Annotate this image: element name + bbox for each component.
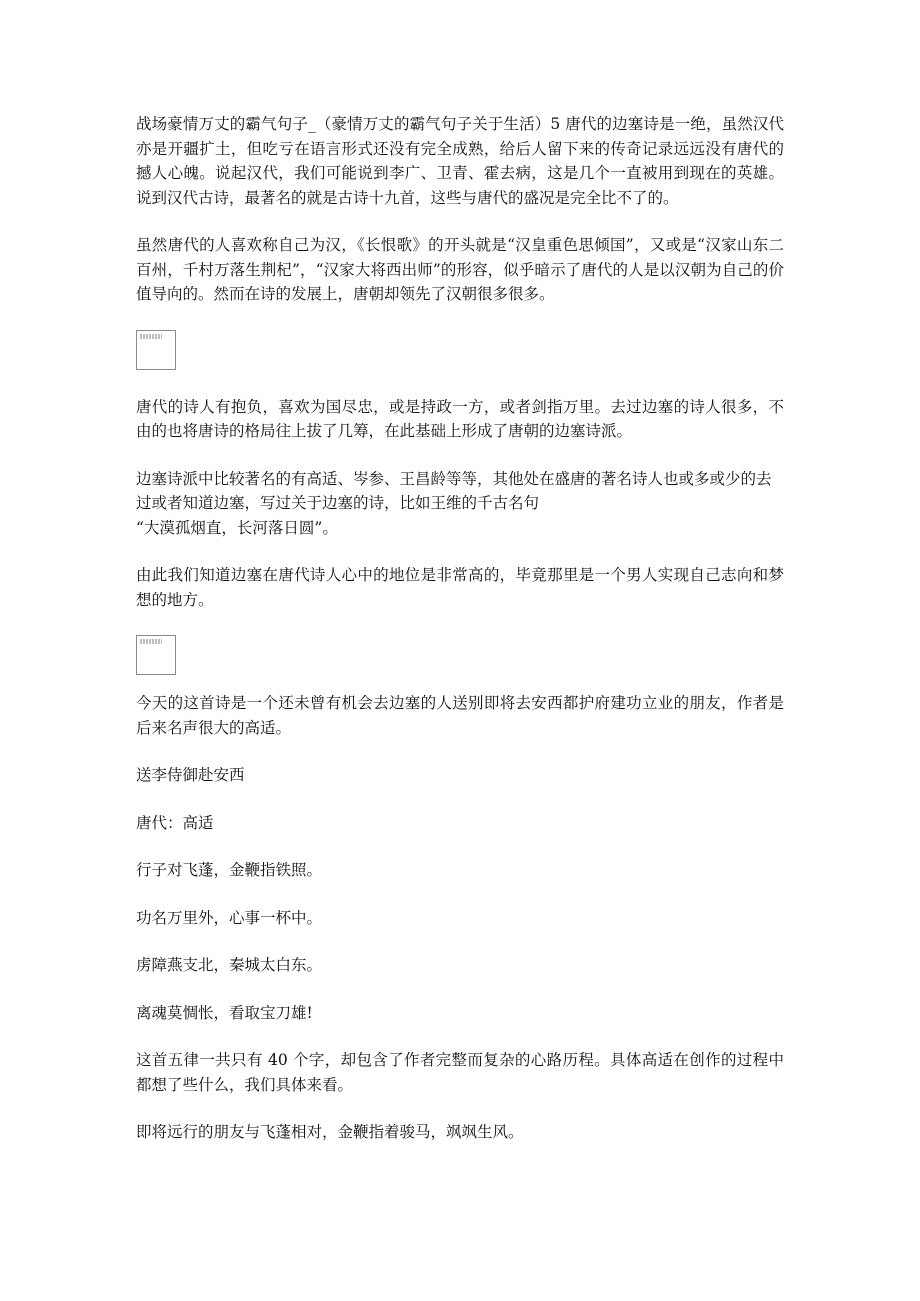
poem-line-1: 行子对飞蓬，金鞭指铁照。	[136, 861, 323, 879]
broken-image-icon	[136, 635, 176, 675]
paragraph-frontier-status: 由此我们知道边塞在唐代诗人心中的地位是非常高的，毕竟那里是一个男人实现自己志向和梦想的地方。	[136, 566, 784, 609]
document-body	[136, 112, 784, 1168]
poem-author: 唐代：高适	[136, 813, 214, 832]
paragraph-poets-ambition: 唐代的诗人有抱负，喜欢为国尽忠，或是持政一方，或者剑指万里。去过边塞的诗人很多，不由的也将唐诗的格局往上拔了几筹，在此基础上形成了唐朝的边塞诗派。	[136, 397, 784, 440]
poem-line-3: 虏障燕支北，秦城太白东。	[136, 956, 323, 974]
paragraph-analysis-line1: 即将远行的朋友与飞蓬相对，金鞭指着骏马，飒飒生风。	[136, 1123, 524, 1141]
paragraph-intro: 战场豪情万丈的霸气句子_（豪情万丈的霸气句子关于生活）5 唐代的边塞诗是一绝，虽然汉代亦是开疆扩土，但吃亏在语言形式还没有完全成熟，给后人留下来的传奇记录远远没有唐代的撼人心魄。说起汉代，我们可能说到李广、卫青、霍去病，这是几个一直被用到现在的英雄。说到汉代古诗，最著名的就是古诗十九首，这些与唐代的盛况是完全比不了的。	[136, 115, 784, 207]
poem-line-2: 功名万里外，心事一杯中。	[136, 908, 323, 927]
paragraph-famous-line: “大漠孤烟直，长河落日圆”。	[136, 518, 338, 537]
paragraph-poem-intro: 今天的这首诗是一个还未曾有机会去边塞的人送别即将去安西都护府建功立业的朋友，作者是后来名声很大的高适。	[136, 694, 784, 737]
paragraph-analysis: 这首五律一共只有 40 个字，却包含了作者完整而复杂的心路历程。具体高适在创作的过程中都想了些什么，我们具体来看。	[136, 1051, 784, 1094]
broken-image-icon	[136, 330, 176, 370]
poem-title: 送李侍御赴安西	[136, 766, 245, 784]
poem-line-4: 离魂莫惆怅，看取宝刀雄!	[136, 1003, 313, 1022]
paragraph-frontier-school: 边塞诗派中比较著名的有高适、岑参、王昌龄等等，其他处在盛唐的著名诗人也或多或少的去过或者知道边塞，写过关于边塞的诗，比如王维的千古名句	[136, 469, 772, 512]
paragraph-tang-han: 虽然唐代的人喜欢称自己为汉，《长恨歌》的开头就是“汉皇重色思倾国”，又或是“汉家山东二百州，千村万落生荆杞”，“汉家大将西出师”的形容，似乎暗示了唐代的人是以汉朝为自己的价值导向的。然而在诗的发展上，唐朝却领先了汉朝很多很多。	[136, 236, 784, 303]
